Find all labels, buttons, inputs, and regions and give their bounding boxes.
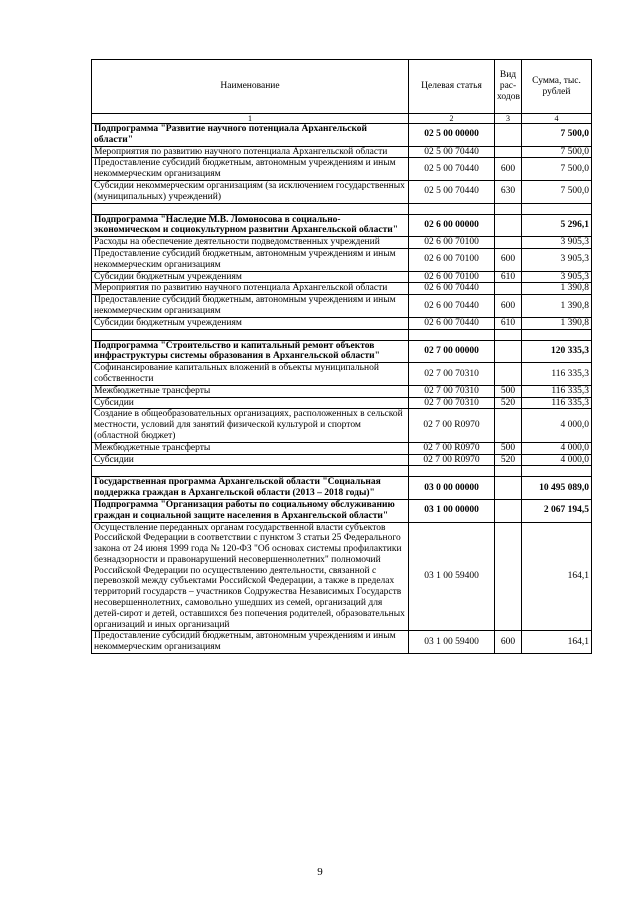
cell-sum: 4 000,0 (522, 442, 592, 454)
table-row (92, 237, 592, 249)
table-row (92, 283, 592, 295)
cell-name: Подпрограмма "Организация работы по социальному обслуживанию граждан и социальной защите населения в Архангельской области" (92, 499, 409, 522)
cell-sum: 1 390,8 (522, 283, 592, 295)
cell-name: Межбюджетные трансферты (92, 442, 409, 454)
cell-type: 600 (495, 248, 522, 271)
table-row (92, 522, 592, 631)
table-row (92, 499, 592, 522)
cell-code: 02 7 00 70310 (409, 397, 495, 409)
cell-type: 520 (495, 397, 522, 409)
cell-type (495, 124, 522, 147)
column-number-2: 2 (409, 114, 495, 124)
spacer-row (92, 329, 592, 340)
cell-name: Субсидии (92, 454, 409, 466)
spacer-row (92, 203, 592, 214)
budget-table (91, 59, 592, 654)
cell-name: Расходы на обеспечение деятельности подведомственных учреждений (92, 237, 409, 249)
table-row (92, 180, 592, 203)
cell-name: Государственная программа Архангельской области "Социальная поддержка граждан в Архангельской области (2013 – 2018 годы)" (92, 477, 409, 500)
cell-sum: 116 335,3 (522, 397, 592, 409)
cell-sum: 120 335,3 (522, 340, 592, 363)
cell-type (495, 283, 522, 295)
cell-code: 02 5 00 70440 (409, 180, 495, 203)
table-row (92, 631, 592, 654)
cell-sum: 7 500,0 (522, 158, 592, 181)
column-number-3: 3 (495, 114, 522, 124)
header-sum: Сумма, тыс. рублей (522, 60, 592, 114)
spacer-cell (495, 466, 522, 477)
header-name: Наименование (92, 60, 409, 114)
spacer-cell (409, 203, 495, 214)
table-row (92, 124, 592, 147)
table-row (92, 214, 592, 237)
cell-name: Предоставление субсидий бюджетным, автономным учреждениям и иным некоммерческим организациям (92, 158, 409, 181)
column-number-1: 1 (92, 114, 409, 124)
cell-code: 02 5 00 70440 (409, 158, 495, 181)
cell-type: 600 (495, 631, 522, 654)
spacer-cell (92, 329, 409, 340)
cell-code: 02 7 00 70310 (409, 363, 495, 386)
budget-table-body (92, 60, 592, 654)
cell-code: 02 7 00 70310 (409, 385, 495, 397)
cell-name: Предоставление субсидий бюджетным, автономным учреждениям и иным некоммерческим организациям (92, 248, 409, 271)
cell-sum: 3 905,3 (522, 237, 592, 249)
cell-code: 02 6 00 00000 (409, 214, 495, 237)
cell-sum: 4 000,0 (522, 454, 592, 466)
cell-type: 500 (495, 442, 522, 454)
cell-sum: 7 500,0 (522, 146, 592, 158)
table-row (92, 409, 592, 442)
cell-type (495, 363, 522, 386)
cell-code: 02 6 00 70440 (409, 295, 495, 318)
cell-sum: 5 296,1 (522, 214, 592, 237)
table-row (92, 271, 592, 283)
cell-name: Подпрограмма "Развитие научного потенциала Архангельской области" (92, 124, 409, 147)
spacer-cell (409, 466, 495, 477)
cell-sum: 164,1 (522, 631, 592, 654)
cell-code: 02 5 00 70440 (409, 146, 495, 158)
header-code: Целевая статья (409, 60, 495, 114)
cell-code: 02 6 00 70100 (409, 271, 495, 283)
cell-name: Предоставление субсидий бюджетным, автономным учреждениям и иным некоммерческим организациям (92, 295, 409, 318)
cell-code: 02 5 00 00000 (409, 124, 495, 147)
cell-type (495, 340, 522, 363)
cell-code: 02 6 00 70100 (409, 237, 495, 249)
cell-name: Создание в общеобразовательных организациях, расположенных в сельской местности, условий для занятий физической культурой и спортом (областной бюджет) (92, 409, 409, 442)
cell-code: 03 1 00 00000 (409, 499, 495, 522)
cell-name: Мероприятия по развитию научного потенциала Архангельской области (92, 146, 409, 158)
cell-sum: 116 335,3 (522, 363, 592, 386)
table-row (92, 146, 592, 158)
spacer-cell (522, 203, 592, 214)
cell-code: 03 0 00 00000 (409, 477, 495, 500)
cell-type: 500 (495, 385, 522, 397)
cell-type: 630 (495, 180, 522, 203)
cell-type (495, 237, 522, 249)
cell-type (495, 499, 522, 522)
cell-sum: 10 495 089,0 (522, 477, 592, 500)
spacer-cell (92, 466, 409, 477)
cell-type (495, 409, 522, 442)
table-row (92, 158, 592, 181)
cell-sum: 7 500,0 (522, 180, 592, 203)
cell-name: Предоставление субсидий бюджетным, автономным учреждениям и иным некоммерческим организациям (92, 631, 409, 654)
cell-type (495, 214, 522, 237)
cell-sum: 3 905,3 (522, 271, 592, 283)
cell-sum: 2 067 194,5 (522, 499, 592, 522)
cell-type: 520 (495, 454, 522, 466)
page-number: 9 (317, 866, 323, 878)
cell-sum: 1 390,8 (522, 295, 592, 318)
cell-type (495, 477, 522, 500)
cell-sum: 3 905,3 (522, 248, 592, 271)
table-row (92, 317, 592, 329)
cell-code: 02 7 00 R0970 (409, 409, 495, 442)
table-row (92, 248, 592, 271)
cell-name: Субсидии (92, 397, 409, 409)
table-row (92, 477, 592, 500)
spacer-cell (92, 203, 409, 214)
column-number-row (92, 114, 592, 124)
table-row (92, 385, 592, 397)
cell-name: Подпрограмма "Строительство и капитальный ремонт объектов инфраструктуры системы образования в Архангельской области" (92, 340, 409, 363)
header-type: Вид рас-ходов (495, 60, 522, 114)
cell-type: 600 (495, 295, 522, 318)
table-row (92, 340, 592, 363)
cell-sum: 7 500,0 (522, 124, 592, 147)
cell-sum: 116 335,3 (522, 385, 592, 397)
cell-type: 610 (495, 271, 522, 283)
cell-type (495, 146, 522, 158)
spacer-cell (522, 329, 592, 340)
table-row (92, 442, 592, 454)
cell-sum: 164,1 (522, 522, 592, 631)
table-row (92, 363, 592, 386)
spacer-cell (495, 203, 522, 214)
table-row (92, 295, 592, 318)
cell-name: Субсидии бюджетным учреждениям (92, 317, 409, 329)
cell-code: 02 7 00 00000 (409, 340, 495, 363)
column-number-4: 4 (522, 114, 592, 124)
spacer-cell (495, 329, 522, 340)
table-row (92, 454, 592, 466)
spacer-cell (409, 329, 495, 340)
table-row (92, 397, 592, 409)
spacer-row (92, 466, 592, 477)
cell-name: Подпрограмма "Наследие М.В. Ломоносова в социально-экономическом и социокультурном развитии Архангельской области" (92, 214, 409, 237)
cell-name: Межбюджетные трансферты (92, 385, 409, 397)
cell-type: 600 (495, 158, 522, 181)
cell-code: 02 7 00 R0970 (409, 442, 495, 454)
cell-sum: 1 390,8 (522, 317, 592, 329)
cell-name: Субсидии бюджетным учреждениям (92, 271, 409, 283)
cell-name: Субсидии некоммерческим организациям (за исключением государственных (муниципальных) учреждений) (92, 180, 409, 203)
cell-name: Софинансирование капитальных вложений в объекты муниципальной собственности (92, 363, 409, 386)
cell-code: 02 6 00 70440 (409, 283, 495, 295)
cell-type: 610 (495, 317, 522, 329)
cell-sum: 4 000,0 (522, 409, 592, 442)
cell-code: 03 1 00 59400 (409, 522, 495, 631)
spacer-cell (522, 466, 592, 477)
cell-code: 02 6 00 70100 (409, 248, 495, 271)
cell-code: 02 7 00 R0970 (409, 454, 495, 466)
cell-code: 03 1 00 59400 (409, 631, 495, 654)
table-header-row (92, 60, 592, 114)
cell-type (495, 522, 522, 631)
cell-name: Осуществление переданных органам государственной власти субъектов Российской Федерации в соответствии с пунктом 3 статьи 25 Федерального закона от 24 июня 1999 года № 120-ФЗ "Об основах системы профилактики безнадзорности и правонарушений несовершеннолетних" полномочий Российской Федерации по осуществлению деятельности, связанной с перевозкой между субъектами Российской Федерации, а также в пределах территорий государств – участников Содружества Независимых Государств несовершеннолетних, самовольно ушедших из семей, организаций для детей-сирот и детей, оставшихся без попечения родителей, образовательных организаций и иных организаций (92, 522, 409, 631)
cell-name: Мероприятия по развитию научного потенциала Архангельской области (92, 283, 409, 295)
cell-code: 02 6 00 70440 (409, 317, 495, 329)
